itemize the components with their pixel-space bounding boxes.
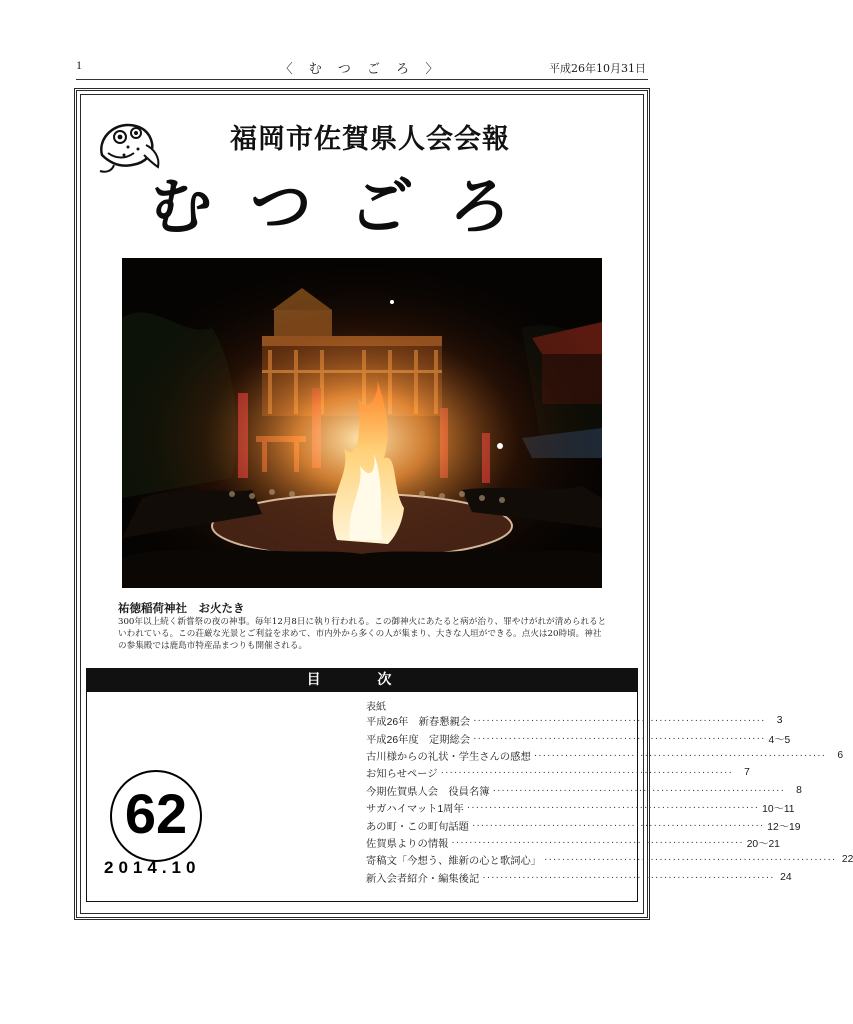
- toc-item-page: 7: [744, 767, 750, 779]
- toc-item[interactable]: [366, 712, 783, 729]
- toc-leader-dots: ··································································: [471, 819, 765, 831]
- magazine-title: むつごろ: [145, 170, 554, 243]
- toc-item-label: あの町・この町旬話題: [366, 821, 469, 833]
- toc-item-label: 佐賀県よりの情報: [366, 838, 449, 850]
- toc-item-page: 10〜11: [762, 804, 795, 816]
- toc-item[interactable]: [366, 834, 780, 851]
- cover-photo: [122, 258, 602, 588]
- toc-item[interactable]: [366, 698, 614, 712]
- toc-item-page: 4〜5: [768, 734, 791, 746]
- toc-item-label: 表紙: [366, 701, 386, 713]
- toc-item[interactable]: [366, 729, 791, 746]
- toc-leader-dots: ··································································: [533, 749, 827, 761]
- toc-item-page: 20〜21: [746, 838, 780, 850]
- toc-item-label: サガハイマット1周年: [366, 804, 464, 816]
- toc-leader-dots: ··································································: [482, 871, 775, 883]
- toc-item-page: 12〜19: [767, 821, 801, 833]
- toc-item[interactable]: [366, 799, 795, 816]
- toc-item[interactable]: [366, 816, 801, 833]
- photo-caption-text: 300年以上続く新嘗祭の夜の神事。毎年12月8日に執り行われる。この御神火にあたると病が治り、罪やけがれが清められるといわれている。この荘厳な光景とご利益を求めて、市内外から多くの人が集まり、大きな人垣ができる。点火は20時頃。神社の参集殿では鹿島市特産品まつりも開催される。: [118, 617, 607, 651]
- toc-item[interactable]: [366, 782, 802, 799]
- page-number: 1: [76, 58, 82, 72]
- toc-item-label: 寄稿文「今想う、維新の心と歌詞心」: [366, 856, 542, 868]
- toc-list: [366, 698, 853, 886]
- toc-item-page: 6: [837, 749, 844, 761]
- toc-item-label: 今期佐賀県人会 役員名簿: [366, 786, 490, 798]
- toc-leader-dots: ··································································: [473, 732, 766, 744]
- masthead: [94, 115, 614, 245]
- header-rule: [76, 79, 648, 80]
- bonfire-photo-illustration: [122, 258, 602, 588]
- toc-item[interactable]: [366, 869, 792, 886]
- toc-item-page: 8: [796, 784, 802, 796]
- toc-item-label: 平成26年度 定期総会: [366, 734, 471, 746]
- running-title: 〈 む つ ご ろ 〉: [279, 62, 445, 77]
- issue-number: 62: [124, 782, 188, 845]
- toc-item-label: お知らせページ: [366, 769, 438, 781]
- toc-leader-dots: ··································································: [473, 715, 766, 727]
- toc-item-label: 新入会者紹介・編集後記: [366, 873, 480, 885]
- toc-leader-dots: ··································································: [440, 767, 733, 779]
- issue-period: 2014.10: [104, 858, 201, 877]
- toc-leader-dots: ··································································: [544, 854, 837, 866]
- toc-item-label: 平成26年 新春懇親会: [366, 717, 471, 729]
- organization-name: 福岡市佐賀県人会会報: [230, 124, 510, 155]
- toc-leader-dots: ··································································: [466, 802, 760, 814]
- toc-item[interactable]: [366, 851, 853, 868]
- photo-caption-title: 祐徳稲荷神社 お火たき: [118, 601, 245, 615]
- toc-item-page: 3: [776, 715, 783, 727]
- toc-leader-dots: ··································································: [451, 836, 744, 848]
- issue-date: 平成26年10月31日: [549, 62, 646, 75]
- toc-leader-dots: ··································································: [492, 784, 785, 796]
- toc-item[interactable]: [366, 747, 844, 764]
- toc-item-page: 22: [841, 854, 853, 866]
- toc-item[interactable]: [366, 764, 750, 781]
- toc-item-page: 24: [780, 871, 792, 883]
- toc-heading: 目 次: [86, 668, 638, 692]
- toc-item-label: 古川様からの礼状・学生さんの感想: [366, 751, 531, 763]
